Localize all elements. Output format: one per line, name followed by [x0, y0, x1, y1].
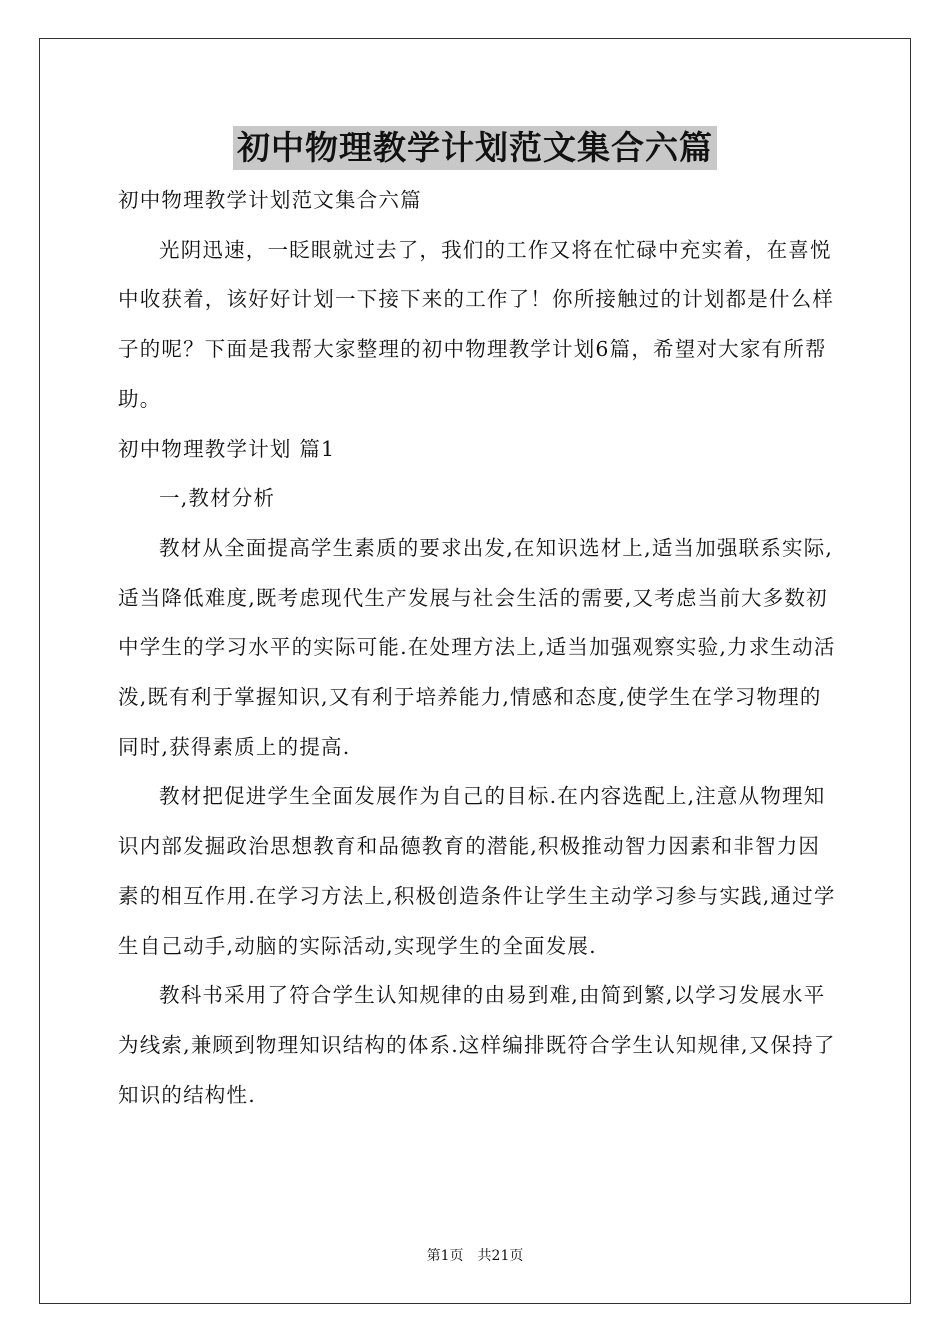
body-paragraph: 教材把促进学生全面发展作为自己的目标.在内容选配上,注意从物理知识内部发掘政治思想教育和品德教育的潜能,积极推动智力因素和非智力因素的相互作用.在学习方法上,积极创造条件让学生主动学习参与实践,通过学生自己动手,动脑的实际活动,实现学生的全面发展. [118, 784, 836, 958]
document-title: 初中物理教学计划范文集合六篇 [233, 126, 717, 170]
body-paragraph: 教科书采用了符合学生认知规律的由易到难,由简到繁,以学习发展水平为线索,兼顾到物理知识结构的体系.这样编排既符合学生认知规律,又保持了知识的结构性. [118, 983, 836, 1107]
document-subtitle: 初中物理教学计划范文集合六篇 [118, 188, 422, 212]
page-footer [0, 1246, 950, 1266]
body-paragraph: 教材从全面提高学生素质的要求出发,在知识选材上,适当加强联系实际,适当降低难度,既考虑现代生产发展与社会生活的需要,又考虑当前大多数初中学生的学习水平的实际可能.在处理方法上,适当加强观察实验,力求生动活泼,既有利于掌握知识,又有利于培养能力,情感和态度,使学生在学习物理的同时,获得素质上的提高. [118, 535, 836, 759]
page-number: 第1页 [426, 1248, 464, 1264]
page-total: 共21页 [477, 1248, 524, 1264]
section-heading: 初中物理教学计划 篇1 [118, 436, 336, 461]
subsection-heading: 一,教材分析 [159, 486, 276, 511]
title-container [0, 126, 950, 170]
document-body [118, 176, 838, 1120]
intro-paragraph: 光阴迅速，一眨眼就过去了，我们的工作又将在忙碌中充实着，在喜悦中收获着，该好好计划一下接下来的工作了！你所接触过的计划都是什么样子的呢？下面是我帮大家整理的初中物理教学计划6篇，希望对大家有所帮助。 [118, 237, 835, 411]
